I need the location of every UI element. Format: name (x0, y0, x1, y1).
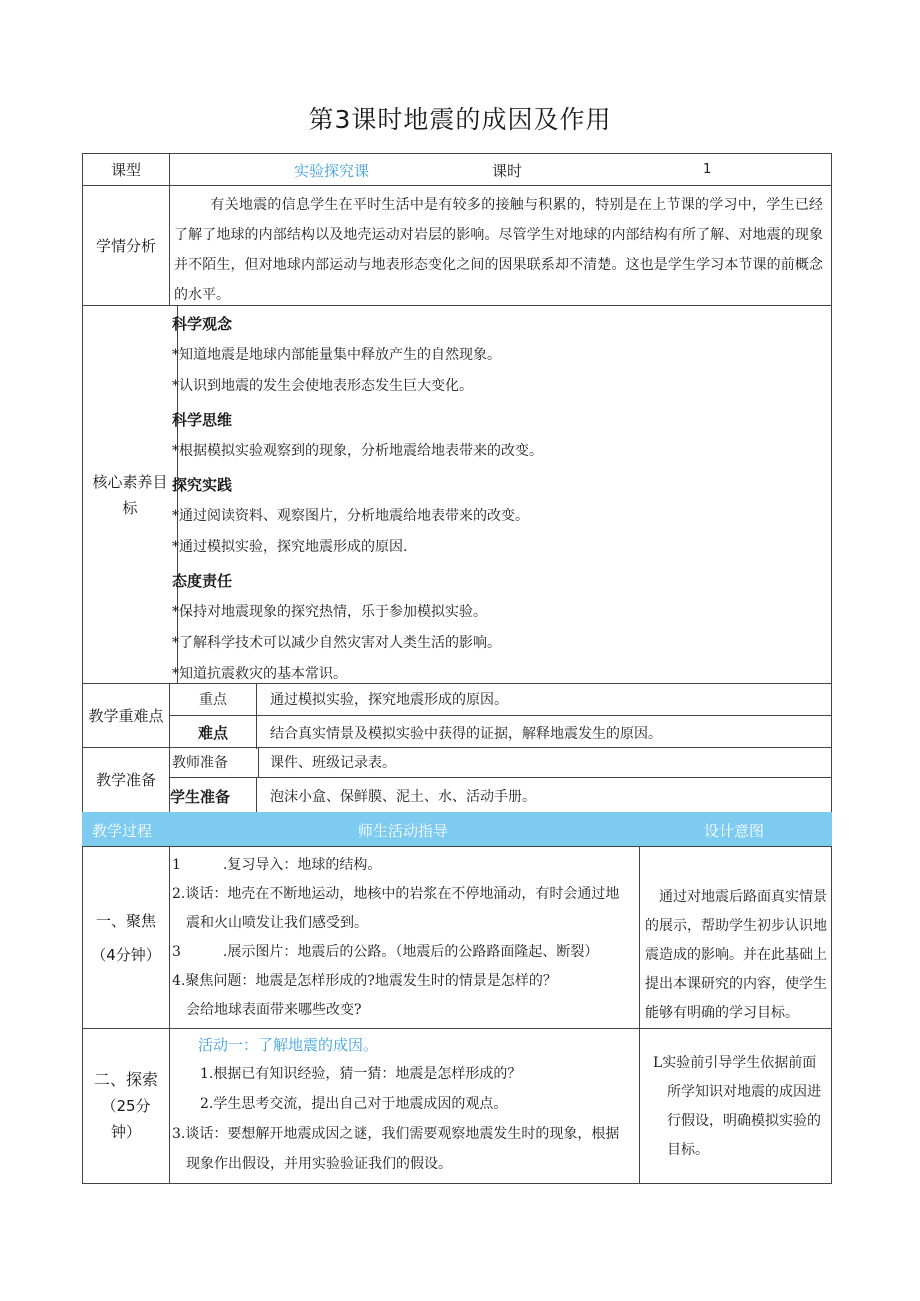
difficult-text: 结合真实情景及模拟实验中获得的证据，解释地震发生的原因。 (270, 725, 662, 742)
key-points-label: 教学重难点 (83, 684, 170, 747)
teacher-prep-row (170, 747, 831, 777)
stage-focus-activity (170, 847, 638, 1028)
row-analysis (82, 185, 832, 305)
lesson-type-value: 实验探究课 (294, 162, 370, 180)
key-point-row (170, 683, 831, 715)
difficult-label: 难点 (170, 716, 257, 749)
stage-explore-activity (170, 1029, 638, 1183)
lesson-type-label: 课型 (83, 154, 170, 185)
explore-step-line: 现象作出假设，并用实验验证我们的假设。 (172, 1156, 452, 1172)
key-text: 通过模拟实验，探究地震形成的原因。 (270, 692, 508, 708)
goals-label: 核心素养目标 (83, 306, 178, 683)
goal-item: *知道地震是地球内部能量集中释放产生的自然现象。 (172, 347, 501, 363)
period-label: 课时 (492, 162, 523, 180)
focus-step-line: 1 .复习导入：地球的结构。 (172, 857, 382, 873)
stage-focus-intent: 通过对地震后路面真实情景的展示，帮助学生初步认识地震造成的影响。并在此基础上提出本课研究的内容，使学生能够有明确的学习目标。 (645, 889, 827, 1021)
process-col-intent: 设计意图 (704, 822, 765, 840)
goals-content (170, 306, 831, 683)
analysis-text: 有关地震的信息学生在平时生活中是有较多的接触与积累的，特别是在上节课的学习中，学生已经了解了地球的内部结构以及地壳运动对岩层的影响。尽管学生对地球的内部结构有所了解、对地震的现象并不陌生，但对地球内部运动与地表形态变化之间的因果联系却不清楚。这也是学生学习本节课的前概念的水平。 (174, 197, 823, 303)
stage-focus-label (83, 847, 170, 1028)
student-prep-label: 学生准备 (170, 778, 257, 814)
focus-step-line: 4.聚焦问题：地震是怎样形成的?地震发生时的情景是怎样的？ (172, 973, 557, 989)
goal-heading: 探究实践 (172, 476, 233, 494)
goal-heading: 态度责任 (172, 572, 233, 590)
explore-step-line: 1.根据已有知识经验，猜一猜：地震是怎样形成的？ (200, 1066, 522, 1082)
goal-item: *根据模拟实验观察到的现象，分析地震给地表带来的改变。 (172, 443, 543, 459)
lesson-plan-table (82, 153, 832, 1184)
key-label: 重点 (170, 683, 257, 715)
stage-explore-row (82, 1028, 832, 1184)
goal-heading: 科学思维 (172, 411, 233, 429)
student-prep-text: 泡沫小盒、保鲜膜、泥土、水、活动手册。 (270, 789, 536, 805)
period-value: 1 (703, 162, 712, 177)
stage-focus-title: 一、聚焦 (95, 911, 156, 930)
row-key-points (82, 683, 832, 747)
page-title: 第3课时地震的成因及作用 (308, 105, 612, 134)
focus-step-line: 3 .展示图片：地震后的公路。（地震后的公路路面隆起、断裂） (172, 944, 599, 960)
analysis-label: 学情分析 (83, 186, 170, 305)
process-col-activity: 师生活动指导 (358, 822, 449, 840)
prep-label: 教学准备 (83, 748, 170, 812)
goal-item: *知道抗震救灾的基本常识。 (172, 666, 347, 682)
stage-explore-duration-b: 钟） (110, 1123, 141, 1141)
stage-explore-duration-a: （25分 (101, 1097, 151, 1115)
focus-step-line: 震和火山喷发让我们感受到。 (172, 915, 368, 931)
goal-item: *认识到地震的发生会使地表形态发生巨大变化。 (172, 378, 473, 394)
teacher-prep-label: 教师准备 (170, 747, 259, 777)
stage-explore-label (83, 1029, 170, 1183)
goal-item: *了解科学技术可以减少自然灾害对人类生活的影响。 (172, 635, 501, 651)
explore-step-line: 3.谈话：要想解开地震成因之谜，我们需要观察地震发生时的现象，根据 (172, 1126, 620, 1142)
goal-heading: 科学观念 (172, 315, 233, 333)
stage-focus-duration: （4分钟） (91, 945, 161, 964)
teacher-prep-text: 课件、班级记录表。 (270, 755, 396, 771)
student-prep-row (170, 777, 831, 814)
goal-item: *通过阅读资料、观察图片，分析地震给地表带来的改变。 (172, 508, 529, 524)
stage-explore-intent: L实验前引导学生依据前面所学知识对地震的成因进行假设，明确模拟实验的目标。 (653, 1055, 821, 1158)
row-lesson-type (82, 153, 832, 185)
focus-step-line: 2.谈话：地壳在不断地运动，地核中的岩浆在不停地涌动，有时会通过地 (172, 886, 620, 902)
row-goals (82, 305, 832, 683)
goal-item: *通过模拟实验，探究地震形成的原因. (172, 539, 408, 555)
difficult-point-row (170, 715, 831, 749)
activity-one-heading: 活动一：了解地震的成因。 (198, 1036, 379, 1054)
process-header (82, 812, 832, 846)
process-col-stage: 教学过程 (92, 822, 153, 840)
explore-step-line: 2.学生思考交流，提出自己对于地震成因的观点。 (200, 1096, 508, 1112)
stage-explore-title: 二、探索 (93, 1070, 158, 1089)
row-prep (82, 747, 832, 812)
focus-step-line: 会给地球表面带来哪些改变? (172, 1002, 362, 1018)
goal-item: *保持对地震现象的探究热情，乐于参加模拟实验。 (172, 604, 487, 620)
stage-focus-row (82, 846, 832, 1028)
